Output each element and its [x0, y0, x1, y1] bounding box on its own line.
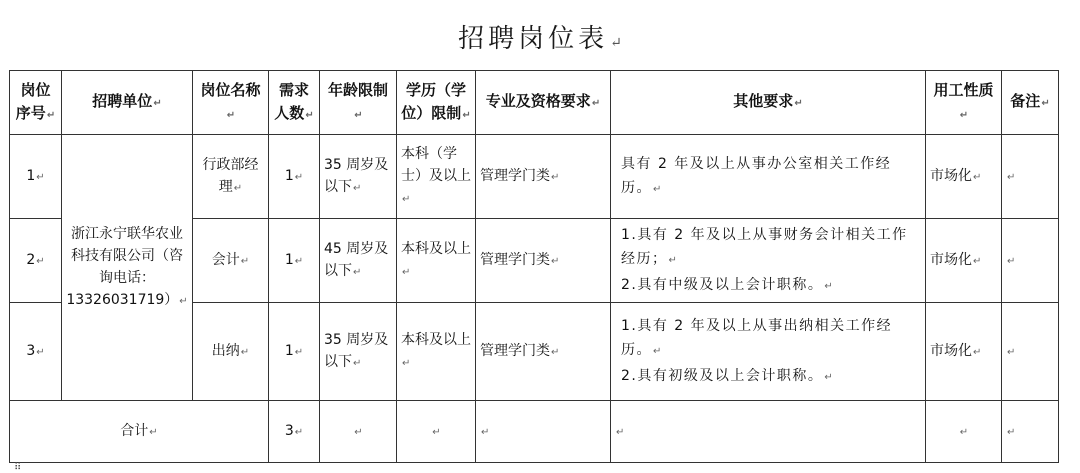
cell-other-requirements	[611, 219, 926, 303]
header-position: 岗位名称↵	[193, 71, 269, 135]
total-row	[10, 401, 1059, 463]
cell-employer: 浙江永宁联华农业科技有限公司（咨询电话：13326031719）↵	[62, 135, 193, 401]
cell-position: 行政部经理↵	[193, 135, 269, 219]
cell-position: 会计↵	[193, 219, 269, 303]
cell-major: 管理学门类↵	[476, 135, 611, 219]
cell-seq: 1↵	[10, 135, 62, 219]
cell-position: 出纳↵	[193, 303, 269, 401]
cell-education: 本科及以上↵	[397, 303, 476, 401]
requirement-line: 1.具有 2 年及以上从事出纳相关工作经历。↵	[621, 317, 893, 358]
total-other: ↵	[611, 401, 926, 463]
header-other: 其他要求↵	[611, 71, 926, 135]
requirement-line: 具有 2 年及以上从事办公室相关工作经历。↵	[621, 155, 892, 196]
recruitment-table	[9, 70, 1059, 463]
header-major: 专业及资格要求↵	[476, 71, 611, 135]
total-education: ↵	[397, 401, 476, 463]
cell-other-requirements	[611, 135, 926, 219]
cell-employment: 市场化↵	[926, 135, 1002, 219]
document-title-text: 招聘岗位表	[458, 24, 609, 54]
cell-other-requirements	[611, 303, 926, 401]
document-title	[0, 18, 1080, 55]
cell-education: 本科及以上↵	[397, 219, 476, 303]
cell-age: 45 周岁及以下↵	[320, 219, 397, 303]
cell-seq: 2↵	[10, 219, 62, 303]
cell-remark: ↵	[1002, 219, 1059, 303]
cell-age: 35 周岁及以下↵	[320, 303, 397, 401]
cell-seq: 3↵	[10, 303, 62, 401]
cell-count: 1↵	[269, 219, 320, 303]
total-major: ↵	[476, 401, 611, 463]
paragraph-mark-icon: ↵	[610, 35, 622, 51]
cell-education: 本科（学士）及以上↵	[397, 135, 476, 219]
requirement-line: 2.具有初级及以上会计职称。↵	[621, 367, 835, 384]
table-row	[10, 135, 1059, 219]
header-employer: 招聘单位↵	[62, 71, 193, 135]
total-count: 3↵	[269, 401, 320, 463]
requirement-line: 2.具有中级及以上会计职称。↵	[621, 276, 835, 293]
table-anchor-icon: ⠿	[14, 462, 23, 473]
header-employment: 用工性质↵	[926, 71, 1002, 135]
header-seq: 岗位序号↵	[10, 71, 62, 135]
header-count: 需求人数↵	[269, 71, 320, 135]
header-remark: 备注↵	[1002, 71, 1059, 135]
total-label: 合计↵	[10, 401, 269, 463]
cell-major: 管理学门类↵	[476, 303, 611, 401]
cell-count: 1↵	[269, 303, 320, 401]
total-age: ↵	[320, 401, 397, 463]
cell-count: 1↵	[269, 135, 320, 219]
cell-employment: 市场化↵	[926, 303, 1002, 401]
cell-major: 管理学门类↵	[476, 219, 611, 303]
cell-remark: ↵	[1002, 135, 1059, 219]
total-employment: ↵	[926, 401, 1002, 463]
total-remark: ↵	[1002, 401, 1059, 463]
header-row	[10, 71, 1059, 135]
requirement-line: 1.具有 2 年及以上从事财务会计相关工作经历；↵	[621, 226, 908, 267]
header-education: 学历（学位）限制↵	[397, 71, 476, 135]
header-age: 年龄限制↵	[320, 71, 397, 135]
cell-remark: ↵	[1002, 303, 1059, 401]
cell-age: 35 周岁及以下↵	[320, 135, 397, 219]
cell-employment: 市场化↵	[926, 219, 1002, 303]
